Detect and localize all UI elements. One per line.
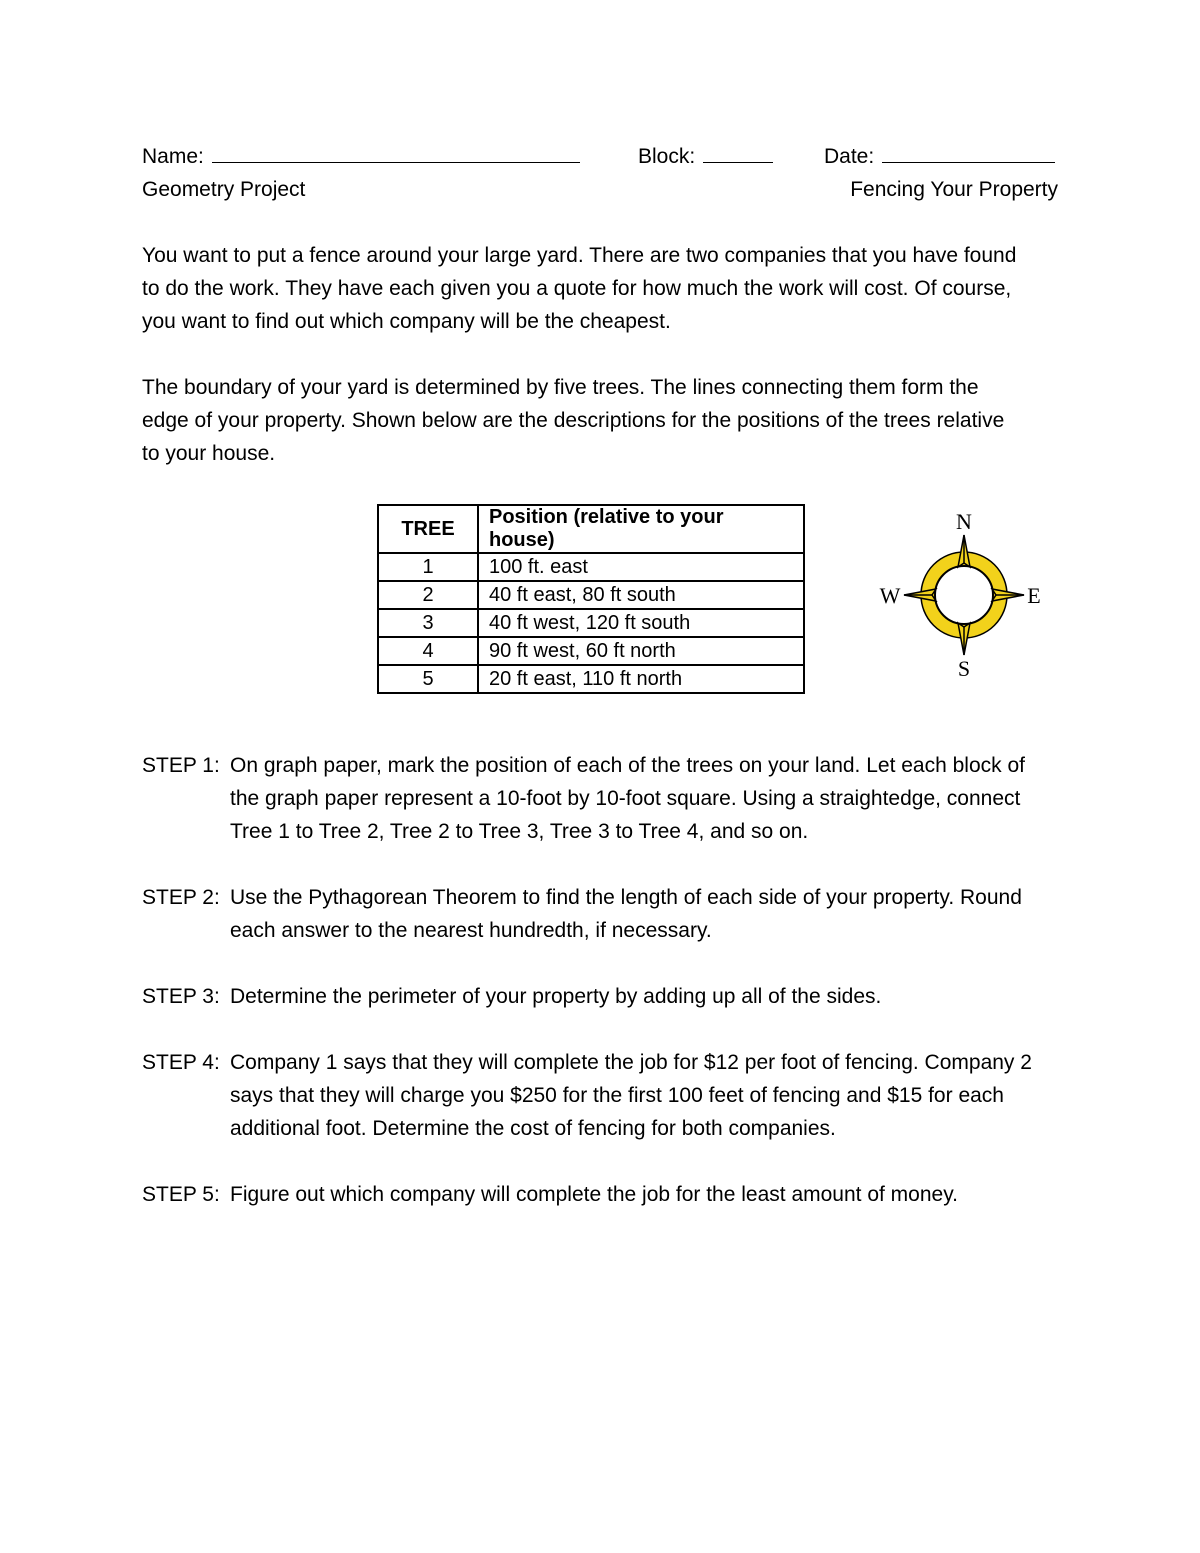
column-header-tree: TREE	[378, 505, 478, 553]
step-label: STEP 2:	[142, 886, 220, 909]
compass-west-label: W	[879, 583, 901, 608]
tree-position: 90 ft west, 60 ft north	[478, 637, 804, 665]
block-blank[interactable]	[703, 142, 773, 163]
compass-south-label: S	[957, 656, 971, 680]
project-title: Fencing Your Property	[850, 178, 1058, 201]
text-line: The boundary of your yard is determined by five trees. The lines connecting them form the	[142, 376, 979, 399]
text-line: you want to find out which company will be the cheapest.	[142, 310, 671, 333]
tree-position: 100 ft. east	[478, 553, 804, 581]
intro-paragraph-1	[142, 239, 1072, 338]
text-line: Use the Pythagorean Theorem to find the length of each side of your property. Round	[230, 886, 1022, 909]
date-label: Date:	[824, 145, 875, 168]
tree-number: 4	[378, 637, 478, 665]
block-field[interactable]	[638, 140, 773, 173]
text-line: each answer to the nearest hundredth, if necessary.	[230, 919, 712, 942]
intro-paragraph-2	[142, 371, 1072, 470]
compass-rose-icon	[870, 505, 1050, 680]
text-line: says that they will charge you $250 for the first 100 feet of fencing and $15 for each	[230, 1084, 1004, 1107]
step-label: STEP 3:	[142, 985, 220, 1008]
tree-position: 40 ft east, 80 ft south	[478, 581, 804, 609]
step-label: STEP 1:	[142, 754, 220, 777]
date-blank[interactable]	[882, 142, 1055, 163]
tree-position: 20 ft east, 110 ft north	[478, 665, 804, 693]
text-line: to your house.	[142, 442, 276, 465]
block-label: Block:	[638, 145, 696, 168]
tree-position-table	[377, 504, 805, 694]
compass-north-label: N	[956, 509, 972, 534]
compass-east-label: E	[1027, 583, 1041, 608]
text-line: On graph paper, mark the position of each of the trees on your land. Let each block of	[230, 754, 1025, 777]
course-title: Geometry Project	[142, 178, 306, 201]
text-line: to do the work. They have each given you a quote for how much the work will cost. Of course,	[142, 277, 1012, 300]
tree-position: 40 ft west, 120 ft south	[478, 609, 804, 637]
column-header-position: Position (relative to your house)	[478, 505, 804, 553]
date-field[interactable]	[824, 140, 1055, 173]
text-line: Determine the perimeter of your property by adding up all of the sides.	[230, 985, 882, 1008]
tree-number: 2	[378, 581, 478, 609]
text-line: Figure out which company will complete the job for the least amount of money.	[230, 1183, 958, 1206]
text-line: the graph paper represent a 10-foot by 10-foot square. Using a straightedge, connect	[230, 787, 1021, 810]
text-line: You want to put a fence around your large yard. There are two companies that you have found	[142, 244, 1017, 267]
step-label: STEP 5:	[142, 1183, 220, 1206]
table-row	[378, 609, 804, 637]
name-label: Name:	[142, 145, 204, 168]
name-blank[interactable]	[212, 142, 580, 163]
text-line: Company 1 says that they will complete the job for $12 per foot of fencing. Company 2	[230, 1051, 1032, 1074]
text-line: Tree 1 to Tree 2, Tree 2 to Tree 3, Tree 3 to Tree 4, and so on.	[230, 820, 809, 843]
tree-number: 5	[378, 665, 478, 693]
tree-number: 3	[378, 609, 478, 637]
table-row	[378, 581, 804, 609]
name-field[interactable]	[142, 140, 580, 173]
table-header-row	[378, 505, 804, 553]
text-line: additional foot. Determine the cost of fencing for both companies.	[230, 1117, 836, 1140]
table-row	[378, 665, 804, 693]
step-label: STEP 4:	[142, 1051, 220, 1074]
tree-number: 1	[378, 553, 478, 581]
text-line: edge of your property. Shown below are the descriptions for the positions of the trees relative	[142, 409, 1005, 432]
table-row	[378, 637, 804, 665]
table-row	[378, 553, 804, 581]
